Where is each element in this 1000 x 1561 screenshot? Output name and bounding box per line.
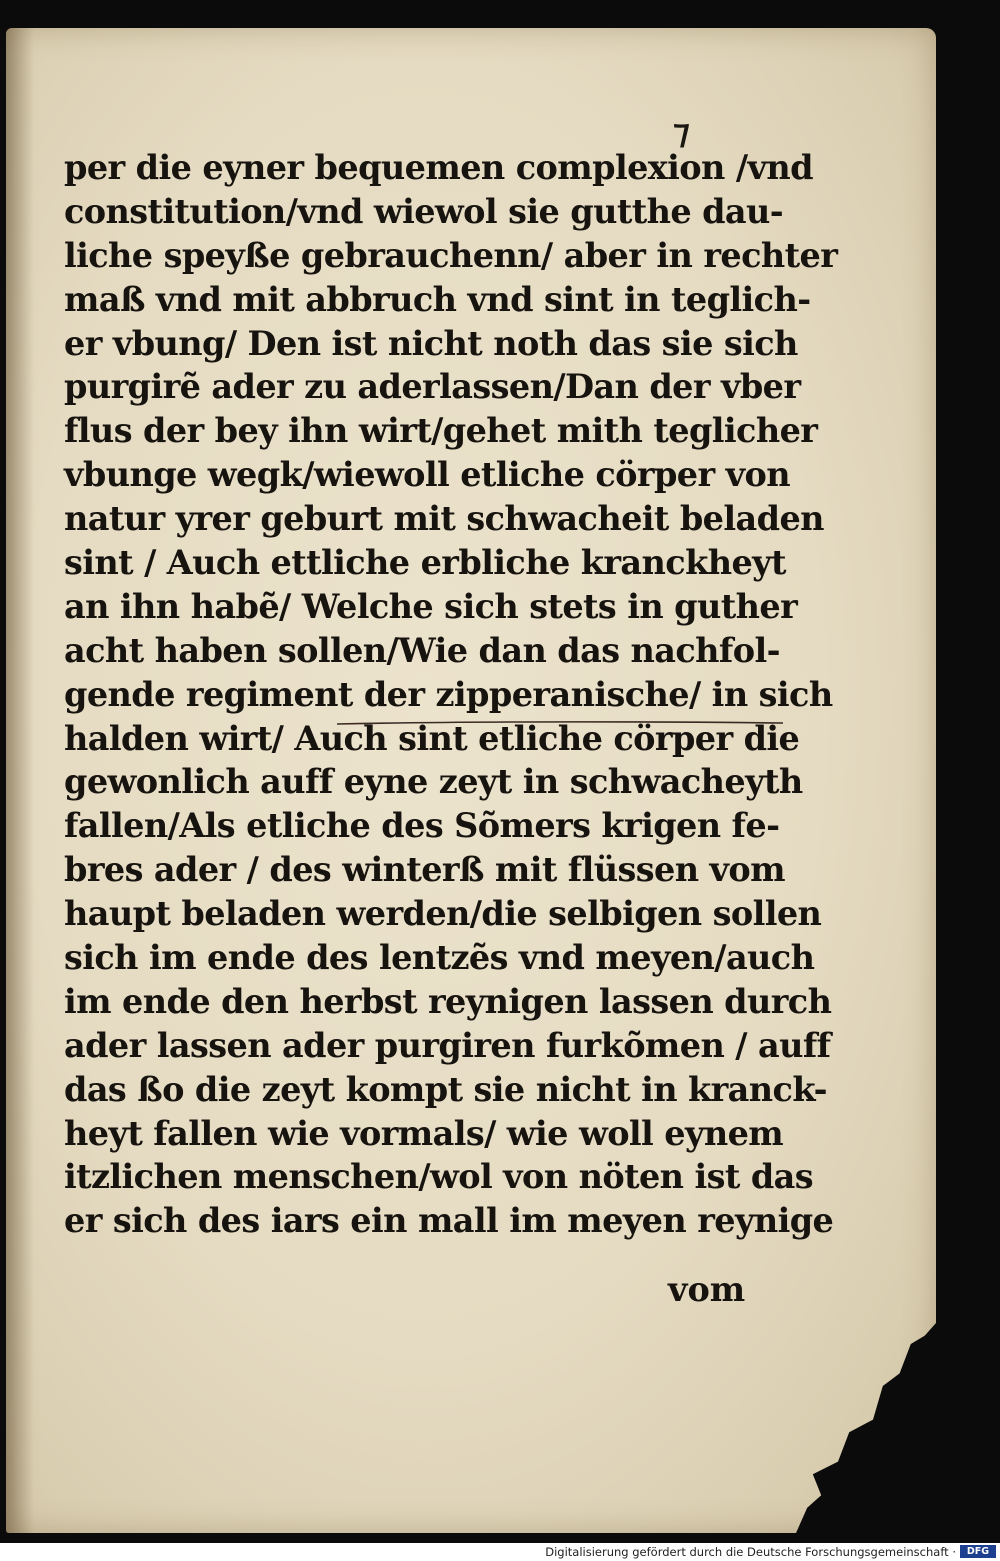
text-line: sich im ende des lentzẽs vnd meyen/auch <box>64 938 815 978</box>
digitization-credit: Digitalisierung gefördert durch die Deutsche Forschungsgemeinschaft · <box>545 1545 956 1559</box>
page-text-block <box>64 146 838 1243</box>
text-line: heyt fallen wie vormals/ wie woll eynem <box>64 1113 784 1153</box>
text-line: constitution/vnd wiewol sie gutthe dau- <box>64 191 784 231</box>
footer-bar <box>0 1543 1000 1561</box>
text-line: per die eyner bequemen complexion /vnd <box>64 148 813 187</box>
text-line: er sich des iars ein mall im meyen reynige <box>64 1201 834 1241</box>
text-line: an ihn habẽ/ Welche sich stets in guther <box>64 586 798 626</box>
text-line: fallen/Als etliche des Sõmers krigen fe- <box>64 806 780 846</box>
text-line: acht haben sollen/Wie dan das nachfol- <box>64 630 780 670</box>
page-gutter-shadow <box>6 28 34 1533</box>
torn-page-corner <box>796 1323 936 1533</box>
text-line: vbunge wegk/wiewoll etliche cörper von <box>64 455 790 495</box>
text-line: er vbung/ Den ist nicht noth das sie sich <box>64 323 798 363</box>
catchword: vom <box>668 1270 746 1309</box>
text-line: gewonlich auff eyne zeyt in schwacheyth <box>64 762 803 802</box>
handwritten-underline <box>335 718 785 728</box>
text-line: halden wirt/ Auch sint etliche cörper die <box>64 718 800 758</box>
text-line: gende regiment der zipperanische/ in sich <box>64 674 833 714</box>
text-line: im ende den herbst reynigen lassen durch <box>64 981 832 1021</box>
text-line: haupt beladen werden/die selbigen sollen <box>64 894 822 934</box>
text-line: itzlichen menschen/wol von nöten ist das <box>64 1157 814 1197</box>
text-line: purgirẽ ader zu aderlassen/Dan der vber <box>64 367 801 407</box>
folio-mark: ⁊ <box>673 112 690 152</box>
text-line: maß vnd mit abbruch vnd sint in teglich- <box>64 279 811 319</box>
text-line: bres ader / des winterß mit flüssen vom <box>64 850 786 890</box>
text-line: flus der bey ihn wirt/gehet mith teglicher <box>64 411 818 451</box>
dfg-logo: DFG <box>960 1545 996 1558</box>
text-line: ader lassen ader purgiren furkõmen / auff <box>64 1025 831 1065</box>
text-line: das ßo die zeyt kompt sie nicht in kranck- <box>64 1069 827 1109</box>
text-line: liche speyße gebrauchenn/ aber in rechter <box>64 235 838 275</box>
text-line: natur yrer geburt mit schwacheit beladen <box>64 499 824 539</box>
text-line: sint / Auch ettliche erbliche kranckheyt <box>64 543 786 583</box>
